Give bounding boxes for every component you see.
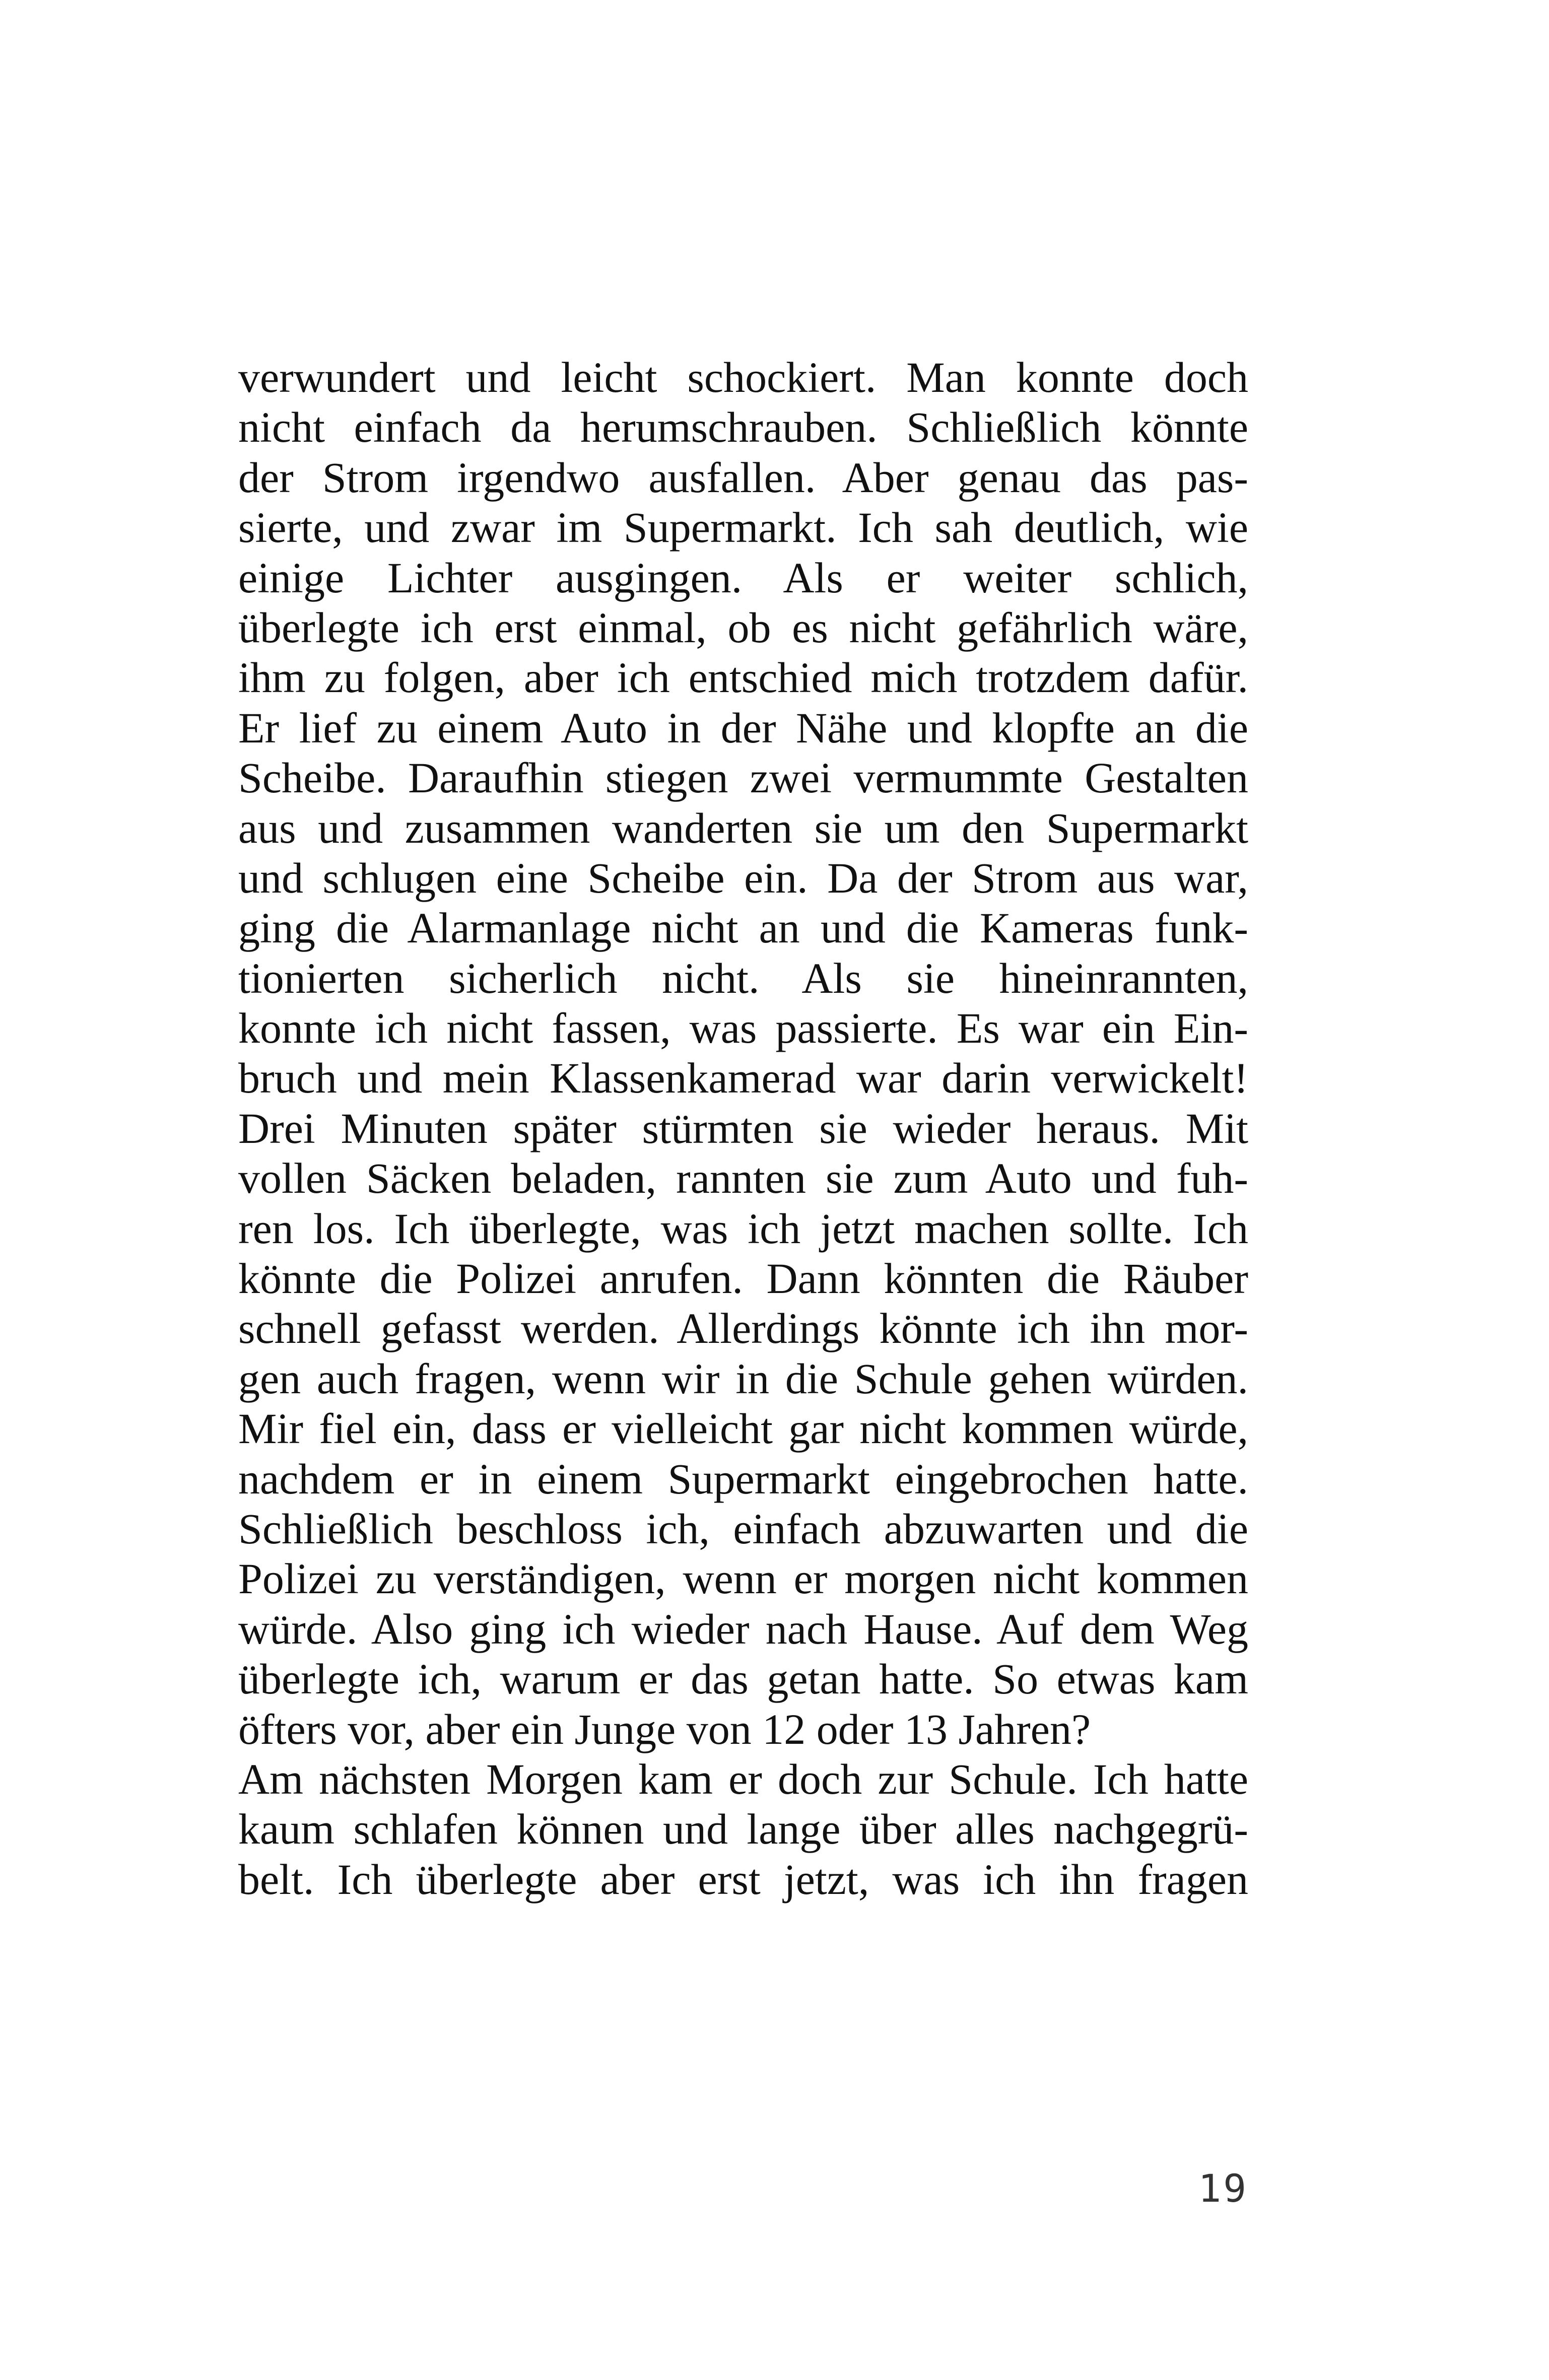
text-line-28: öfters vor, aber ein Junge von 12 oder 13 Jahren? bbox=[238, 1705, 1091, 1753]
text-line-8: Er lief zu einem Auto in der Nähe und klopfte an die bbox=[238, 703, 1248, 752]
text-line-15: bruch und mein Klassenkamerad war darin verwickelt! bbox=[238, 1054, 1248, 1103]
text-line-11: und schlugen eine Scheibe ein. Da der Strom aus war, bbox=[238, 853, 1248, 902]
text-line-1: verwundert und leicht schockiert. Man konnte doch bbox=[238, 353, 1248, 401]
text-line-7: ihm zu folgen, aber ich entschied mich trotzdem dafür. bbox=[238, 653, 1248, 702]
text-line-20: schnell gefasst werden. Allerdings könnte ich ihn mor- bbox=[238, 1304, 1248, 1353]
text-line-18: ren los. Ich überlegte, was ich jetzt machen sollte. Ich bbox=[238, 1204, 1248, 1253]
text-line-12: ging die Alarmanlage nicht an und die Kameras funk- bbox=[238, 904, 1248, 953]
text-line-14: konnte ich nicht fassen, was passierte. Es war ein Ein- bbox=[238, 1004, 1248, 1053]
text-line-10: aus und zusammen wanderten sie um den Supermarkt bbox=[238, 803, 1248, 852]
text-line-3: der Strom irgendwo ausfallen. Aber genau das pas- bbox=[238, 453, 1248, 502]
text-line-4: sierte, und zwar im Supermarkt. Ich sah deutlich, wie bbox=[238, 503, 1248, 552]
text-line-31: belt. Ich überlegte aber erst jetzt, was ich ihn fragen bbox=[238, 1855, 1248, 1903]
text-line-9: Scheibe. Daraufhin stiegen zwei vermummte Gestalten bbox=[238, 754, 1248, 802]
text-line-24: Schließlich beschloss ich, einfach abzuwarten und die bbox=[238, 1504, 1248, 1553]
text-line-26: würde. Also ging ich wieder nach Hause. Auf dem Weg bbox=[238, 1604, 1248, 1653]
text-line-22: Mir fiel ein, dass er vielleicht gar nicht kommen würde, bbox=[238, 1404, 1248, 1453]
text-line-29: Am nächsten Morgen kam er doch zur Schule. Ich hatte bbox=[238, 1754, 1248, 1803]
text-line-16: Drei Minuten später stürmten sie wieder heraus. Mit bbox=[238, 1104, 1248, 1152]
text-line-25: Polizei zu verständigen, wenn er morgen nicht kommen bbox=[238, 1554, 1248, 1603]
text-line-27: überlegte ich, warum er das getan hatte. So etwas kam bbox=[238, 1655, 1248, 1704]
text-line-30: kaum schlafen können und lange über alles nachgegrü- bbox=[238, 1805, 1248, 1854]
text-line-5: einige Lichter ausgingen. Als er weiter schlich, bbox=[238, 553, 1248, 602]
text-line-19: könnte die Polizei anrufen. Dann könnten die Räuber bbox=[238, 1254, 1248, 1303]
text-line-6: überlegte ich erst einmal, ob es nicht gefährlich wäre, bbox=[238, 603, 1248, 652]
text-line-13: tionierten sicherlich nicht. Als sie hineinrannten, bbox=[238, 954, 1248, 1002]
text-line-2: nicht einfach da herumschrauben. Schließlich könnte bbox=[238, 403, 1248, 452]
text-line-23: nachdem er in einem Supermarkt eingebrochen hatte. bbox=[238, 1454, 1248, 1503]
body-text bbox=[238, 353, 1248, 1905]
text-line-17: vollen Säcken beladen, rannten sie zum Auto und fuh- bbox=[238, 1154, 1248, 1203]
text-line-21: gen auch fragen, wenn wir in die Schule gehen würden. bbox=[238, 1354, 1248, 1403]
page-number: 19 bbox=[1198, 2166, 1248, 2211]
